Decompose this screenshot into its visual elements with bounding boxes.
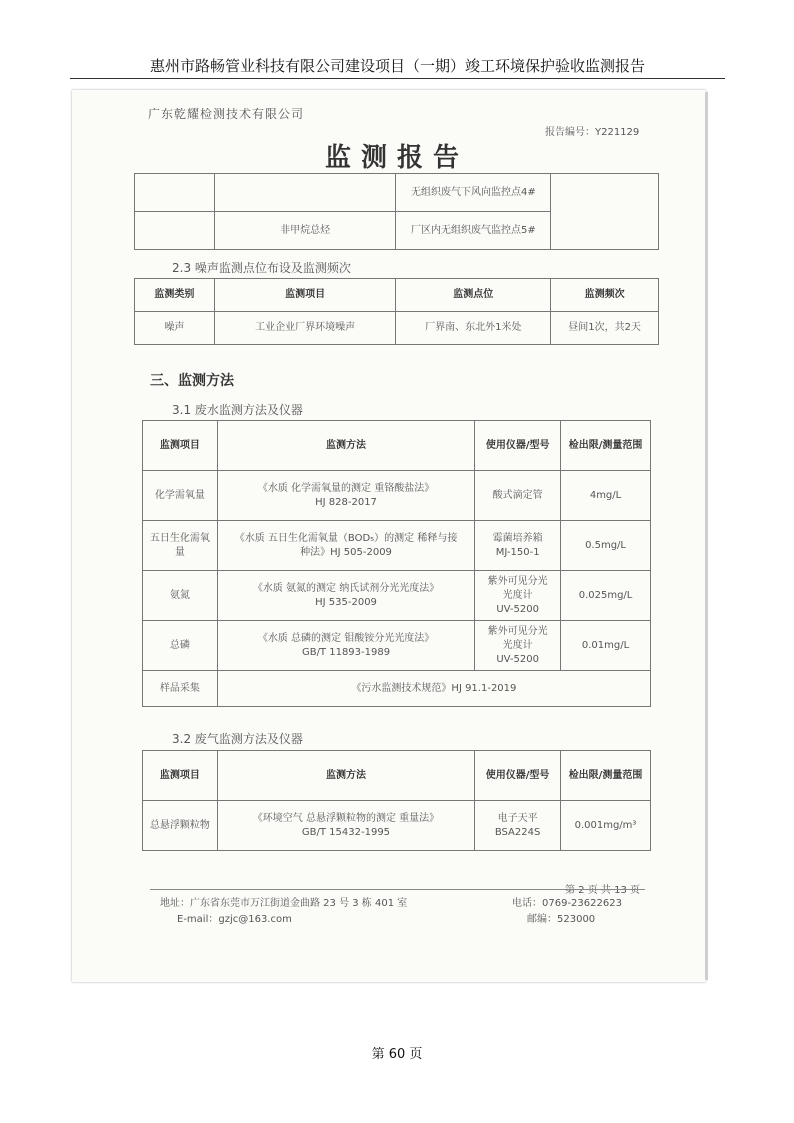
method-line: 种法》HJ 505-2009 [300, 546, 392, 558]
column-header: 检出限/测量范围 [561, 751, 651, 801]
column-header: 监测方法 [217, 421, 474, 471]
method-cell [217, 521, 474, 571]
table-cell: 厂界南、东北外1米处 [396, 312, 551, 345]
instrument-line: 紫外可见分光 [487, 575, 548, 587]
column-header: 监测方法 [217, 751, 474, 801]
limit-cell: 0.001mg/m³ [561, 801, 651, 851]
table-row [135, 312, 659, 345]
document-header-title: 惠州市路畅管业科技有限公司建设项目（一期）竣工环境保护验收监测报告 [149, 57, 645, 75]
method-line: 《水质 化学需氧量的测定 重铬酸盐法》 [257, 482, 435, 494]
instrument-cell [475, 801, 561, 851]
method-line: GB/T 11893-1989 [301, 646, 391, 658]
instrument-line: 霉菌培养箱 [492, 532, 543, 544]
section-heading-3-1: 3.1 废水监测方法及仪器 [172, 403, 303, 417]
table-cell: 工业企业厂界环境噪声 [214, 312, 396, 345]
limit-cell: 0.025mg/L [561, 571, 651, 621]
method-line: HJ 828-2017 [315, 496, 377, 508]
header-divider [70, 78, 725, 79]
method-line: GB/T 15432-1995 [301, 826, 391, 838]
instrument-cell [475, 571, 561, 621]
section-heading-3-2: 3.2 废气监测方法及仪器 [172, 732, 303, 746]
monitor-point: 无组织废气下风向监控点4# [396, 174, 551, 212]
item-cell: 五日生化需氧量 [143, 521, 218, 571]
noise-monitoring-table [134, 278, 659, 345]
column-header: 监测项目 [143, 421, 218, 471]
scan-shadow-edge [705, 92, 708, 980]
instrument-line: MJ-150-1 [495, 546, 540, 558]
report-title: 监测报告 [324, 143, 469, 173]
method-line: 《水质 总磷的测定 钼酸铵分光光度法》 [257, 632, 435, 644]
table-row [143, 801, 651, 851]
empty-cell [135, 212, 215, 250]
item-cell: 氨氮 [143, 571, 218, 621]
column-header: 检出限/测量范围 [561, 421, 651, 471]
instrument-line: 光度计 [502, 589, 533, 601]
item-cell: 总悬浮颗粒物 [143, 801, 218, 851]
instrument-line: 紫外可见分光 [487, 625, 548, 637]
instrument-line: UV-5200 [496, 653, 539, 665]
item-cell: 化学需氧量 [143, 471, 218, 521]
item-cell: 总磷 [143, 621, 218, 671]
scan-page-counter: 第 2 页 共 13 页 [565, 885, 640, 896]
monitor-item: 非甲烷总烃 [214, 212, 396, 250]
column-header: 使用仪器/型号 [475, 421, 561, 471]
table-cell: 噪声 [135, 312, 215, 345]
method-cell [217, 471, 474, 521]
table-header-row [143, 751, 651, 801]
report-number: 报告编号：Y221129 [545, 127, 640, 138]
instrument-line: 光度计 [502, 639, 533, 651]
footer-postcode: 邮编：523000 [527, 914, 596, 925]
footer-divider [150, 889, 645, 890]
section-heading-2-3: 2.3 噪声监测点位布设及监测频次 [172, 261, 351, 275]
monitor-point: 厂区内无组织废气监控点5# [396, 212, 551, 250]
waste-gas-method-table [142, 750, 651, 851]
item-cell: 样品采集 [143, 671, 218, 707]
instrument-cell [475, 521, 561, 571]
method-line: 《水质 氨氮的测定 纳氏试剂分光光度法》 [252, 582, 440, 594]
instrument-cell [475, 471, 561, 521]
limit-cell: 0.5mg/L [561, 521, 651, 571]
column-header: 使用仪器/型号 [475, 751, 561, 801]
column-header: 监测频次 [551, 279, 659, 312]
table-row [143, 521, 651, 571]
table-header-row [135, 279, 659, 312]
column-header: 监测点位 [396, 279, 551, 312]
instrument-line: 电子天平 [497, 812, 538, 824]
table-row [143, 471, 651, 521]
table-row [135, 174, 659, 212]
table-row [143, 671, 651, 707]
table-cell: 昼间1次，共2天 [551, 312, 659, 345]
column-header: 监测类别 [135, 279, 215, 312]
method-cell [217, 571, 474, 621]
instrument-line: BSA224S [494, 826, 541, 838]
document-page-number: 第 60 页 [371, 1047, 423, 1062]
method-line: 《环境空气 总悬浮颗粒物的测定 重量法》 [252, 812, 440, 824]
instrument-line: 酸式滴定管 [492, 489, 543, 501]
column-header: 监测项目 [214, 279, 396, 312]
company-name: 广东乾耀检测技术有限公司 [148, 107, 305, 121]
table-row [143, 621, 651, 671]
footer-phone: 电话：0769-23622623 [512, 898, 622, 909]
method-cell [217, 801, 474, 851]
limit-cell: 4mg/L [561, 471, 651, 521]
column-header: 监测项目 [143, 751, 218, 801]
method-line: 《水质 五日生化需氧量（BOD₅）的测定 稀释与接 [234, 532, 458, 544]
method-line: HJ 535-2009 [315, 596, 377, 608]
method-cell: 《污水监测技术规范》HJ 91.1-2019 [217, 671, 650, 707]
wastewater-method-table [142, 420, 651, 707]
instrument-cell [475, 621, 561, 671]
section-heading-3: 三、监测方法 [150, 373, 234, 389]
limit-cell: 0.01mg/L [561, 621, 651, 671]
empty-cell [135, 174, 215, 212]
table-header-row [143, 421, 651, 471]
instrument-line: UV-5200 [496, 603, 539, 615]
footer-address: 地址：广东省东莞市万江街道金曲路 23 号 3 栋 401 室 [160, 898, 408, 909]
top-table-continuation [134, 173, 659, 250]
table-row [143, 571, 651, 621]
empty-cell [551, 174, 659, 250]
footer-email: E-mail：gzjc@163.com [177, 914, 292, 925]
method-cell [217, 621, 474, 671]
empty-cell [214, 174, 396, 212]
